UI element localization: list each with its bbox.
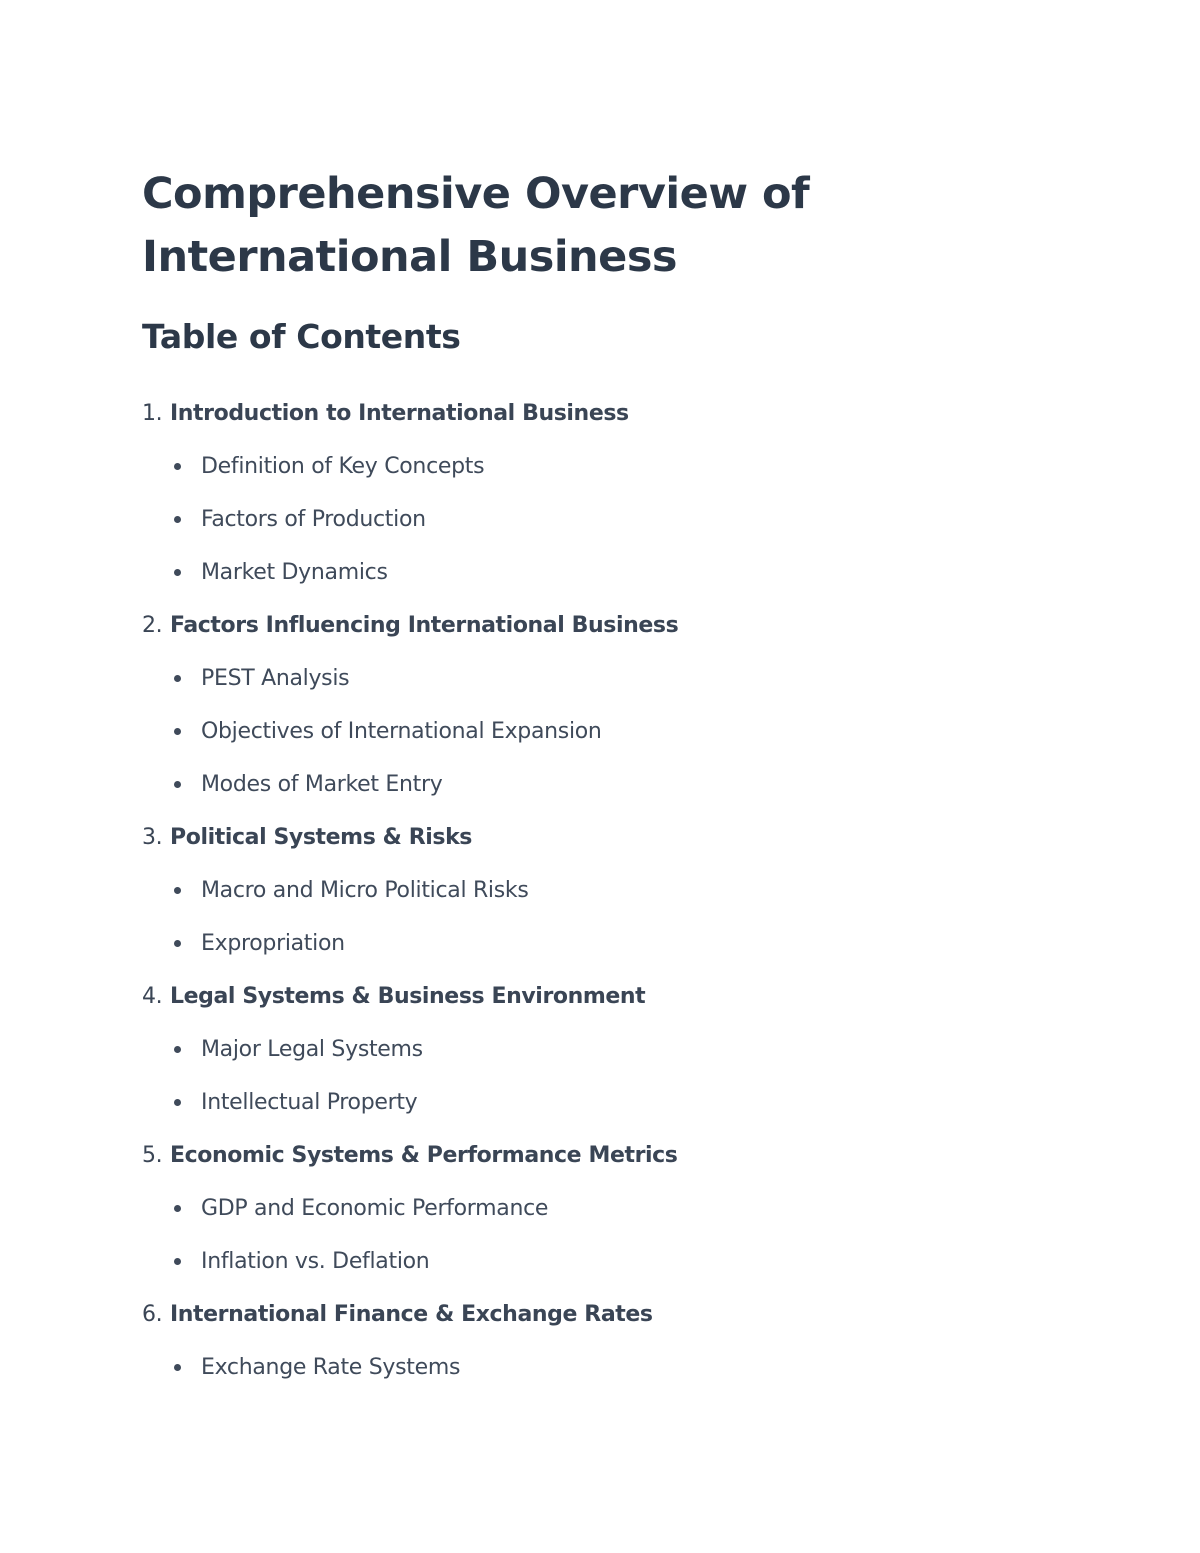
toc-subitem (142, 1341, 1200, 1394)
toc-section-label: Legal Systems & Business Environment (170, 984, 646, 1009)
toc-subitem (142, 1076, 1200, 1129)
toc-subitem (142, 917, 1200, 970)
toc-section-label: Introduction to International Business (170, 401, 629, 426)
table-of-contents (142, 387, 1200, 1394)
toc-section (142, 970, 1200, 1129)
toc-subitem-label: Factors of Production (201, 507, 426, 532)
toc-subitem-label: Modes of Market Entry (201, 772, 443, 797)
toc-section (142, 599, 1200, 811)
toc-subitem-label: Major Legal Systems (201, 1037, 423, 1062)
bullet-icon (174, 516, 181, 523)
toc-subitem-label: Market Dynamics (201, 560, 388, 585)
toc-section (142, 811, 1200, 970)
toc-section-label: Economic Systems & Performance Metrics (170, 1143, 678, 1168)
toc-subitems (142, 440, 1200, 599)
bullet-icon (174, 1258, 181, 1265)
toc-subitem (142, 864, 1200, 917)
toc-subitem-label: Macro and Micro Political Risks (201, 878, 529, 903)
bullet-icon (174, 728, 181, 735)
toc-subitem (142, 652, 1200, 705)
bullet-icon (174, 1364, 181, 1371)
bullet-icon (174, 675, 181, 682)
toc-section-title (142, 1288, 1200, 1341)
toc-subitem (142, 705, 1200, 758)
toc-subitems (142, 1182, 1200, 1288)
toc-section-number: 1. (142, 401, 163, 426)
bullet-icon (174, 1099, 181, 1106)
toc-section-number: 2. (142, 613, 163, 638)
toc-subitem (142, 1182, 1200, 1235)
toc-subitem-label: PEST Analysis (201, 666, 350, 691)
bullet-icon (174, 887, 181, 894)
toc-section-label: Factors Influencing International Business (170, 613, 679, 638)
toc-section-title (142, 811, 1200, 864)
toc-subitem (142, 758, 1200, 811)
toc-section (142, 387, 1200, 599)
toc-subitem (142, 546, 1200, 599)
bullet-icon (174, 1205, 181, 1212)
toc-subitems (142, 864, 1200, 970)
toc-section-title (142, 599, 1200, 652)
toc-subitem-label: Definition of Key Concepts (201, 454, 485, 479)
toc-subitem-label: Inflation vs. Deflation (201, 1249, 430, 1274)
document-title: Comprehensive Overview of International Business (142, 169, 810, 282)
toc-section-number: 4. (142, 984, 163, 1009)
toc-subitems (142, 1023, 1200, 1129)
bullet-icon (174, 1046, 181, 1053)
toc-subitem (142, 1235, 1200, 1288)
toc-subitem-label: Expropriation (201, 931, 345, 956)
toc-section (142, 1129, 1200, 1288)
toc-section-title (142, 1129, 1200, 1182)
bullet-icon (174, 463, 181, 470)
toc-section-title (142, 387, 1200, 440)
toc-subitem (142, 493, 1200, 546)
toc-subitem-label: Exchange Rate Systems (201, 1355, 461, 1380)
toc-subitem (142, 1023, 1200, 1076)
toc-section-label: Political Systems & Risks (170, 825, 473, 850)
toc-subitem (142, 440, 1200, 493)
toc-section-number: 6. (142, 1302, 163, 1327)
toc-section (142, 1288, 1200, 1394)
toc-heading: Table of Contents (142, 317, 461, 356)
toc-section-number: 3. (142, 825, 163, 850)
toc-subitems (142, 652, 1200, 811)
toc-subitem-label: Intellectual Property (201, 1090, 418, 1115)
toc-section-label: International Finance & Exchange Rates (170, 1302, 653, 1327)
toc-subitem-label: Objectives of International Expansion (201, 719, 602, 744)
toc-subitem-label: GDP and Economic Performance (201, 1196, 549, 1221)
bullet-icon (174, 940, 181, 947)
toc-section-title (142, 970, 1200, 1023)
bullet-icon (174, 569, 181, 576)
toc-section-number: 5. (142, 1143, 163, 1168)
bullet-icon (174, 781, 181, 788)
toc-subitems (142, 1341, 1200, 1394)
